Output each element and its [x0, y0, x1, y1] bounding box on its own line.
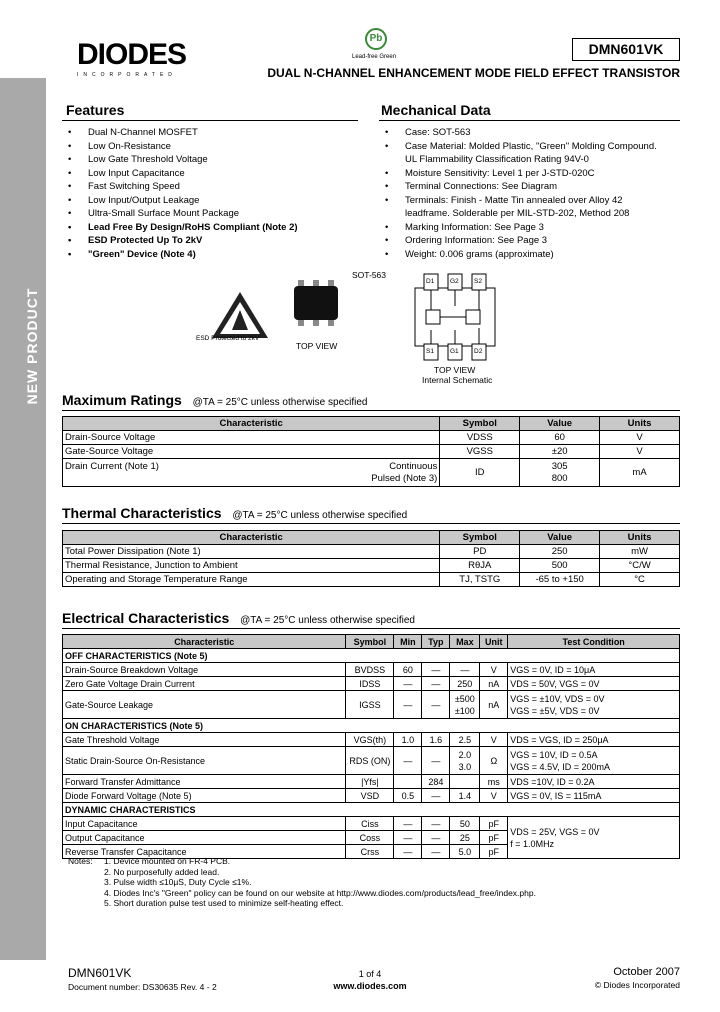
column-header: Symbol [346, 635, 394, 649]
pin-label: D1 [426, 278, 435, 285]
schematic-top-view-label: TOP VIEW [434, 365, 476, 375]
footer-right [540, 966, 680, 992]
document-subtitle: DUAL N-CHANNEL ENHANCEMENT MODE FIELD EFFECT TRANSISTOR [267, 66, 680, 80]
column-header: Characteristic [63, 531, 440, 545]
cell: V [600, 431, 680, 445]
table-row [63, 677, 680, 691]
footer-date: October 2007 [613, 966, 680, 978]
cell: VGS = 0V, IS = 115mA [508, 789, 680, 803]
cell: Ω [480, 747, 508, 775]
package-top-view-label: TOP VIEW [296, 341, 338, 351]
table-row [63, 445, 680, 459]
cell-text: Pulsed (Note 3) [371, 472, 438, 484]
cell: °C/W [600, 559, 680, 573]
diodes-logo: DIODES [77, 38, 187, 71]
table-header-row [63, 417, 680, 431]
lead-free-icon: Pb [365, 28, 387, 50]
column-header: Max [450, 635, 480, 649]
cell: Thermal Resistance, Junction to Ambient [63, 559, 440, 573]
cell: — [450, 663, 480, 677]
cell: V [600, 445, 680, 459]
column-header: Symbol [440, 417, 520, 431]
cell: 50 [450, 817, 480, 831]
note-item: 1. Device mounted on FR-4 PCB. [104, 856, 231, 866]
cell [63, 459, 440, 487]
cell: nA [480, 677, 508, 691]
cell: Gate-Source Voltage [63, 445, 440, 459]
cell: VDS =10V, ID = 0.2A [508, 775, 680, 789]
cell: 250 [450, 677, 480, 691]
cell: — [422, 845, 450, 859]
thermal-divider [62, 523, 680, 524]
feature-item: • Low Gate Threshold Voltage [62, 153, 358, 167]
feature-item: • Dual N-Channel MOSFET [62, 126, 358, 140]
column-header: Min [394, 635, 422, 649]
cell-text: f = 1.0MHz [510, 838, 555, 849]
schematic-caption: Internal Schematic [422, 375, 493, 385]
features-list [62, 126, 358, 261]
cell: 25 [450, 831, 480, 845]
cell: — [422, 831, 450, 845]
cell [508, 691, 680, 719]
thermal-condition: @TA = 25°C unless otherwise specified [232, 510, 408, 521]
cell: 60 [394, 663, 422, 677]
cell: Gate-Source Leakage [63, 691, 346, 719]
cell: 2.5 [450, 733, 480, 747]
cell-text: 305 [551, 460, 568, 472]
cell: IDSS [346, 677, 394, 691]
cell: pF [480, 831, 508, 845]
cell: — [394, 845, 422, 859]
cell-subtext [371, 461, 437, 485]
cell: Ciss [346, 817, 394, 831]
cell: ms [480, 775, 508, 789]
part-number-box: DMN601VK [572, 38, 680, 61]
cell: ID [440, 459, 520, 487]
cell: RθJA [440, 559, 520, 573]
max-ratings-condition: @TA = 25°C unless otherwise specified [192, 397, 368, 408]
mechanical-item: • Marking Information: See Page 3 [379, 221, 669, 235]
cell: — [422, 789, 450, 803]
note-item: 3. Pulse width ≤10μS, Duty Cycle ≤1%. [104, 877, 252, 887]
table-row [63, 459, 680, 487]
cell: Operating and Storage Temperature Range [63, 573, 440, 587]
cell [508, 817, 680, 859]
column-header: Unit [480, 635, 508, 649]
cell: — [422, 663, 450, 677]
cell: — [394, 831, 422, 845]
cell: VDSS [440, 431, 520, 445]
cell [450, 691, 480, 719]
cell: Coss [346, 831, 394, 845]
cell: 1.4 [450, 789, 480, 803]
footer-document-number: Document number: DS30635 Rev. 4 - 2 [68, 982, 217, 992]
cell: V [480, 733, 508, 747]
new-product-sidebar [0, 78, 46, 960]
cell: 500 [520, 559, 600, 573]
cell: ±20 [520, 445, 600, 459]
cell-text: VGS = ±5V, VDS = 0V [510, 705, 600, 716]
page-number: 1 of 4 [358, 969, 382, 979]
feature-item: • Ultra-Small Surface Mount Package [62, 207, 358, 221]
cell: Total Power Dissipation (Note 1) [63, 545, 440, 559]
electrical-divider [62, 628, 680, 629]
cell: — [422, 747, 450, 775]
cell-text: 3.0 [458, 761, 472, 772]
column-header: Typ [422, 635, 450, 649]
thermal-heading [62, 505, 407, 521]
mechanical-title: Mechanical Data [381, 102, 491, 118]
mechanical-list [379, 126, 669, 261]
cell: |Yfs| [346, 775, 394, 789]
website-link[interactable]: www.diodes.com [333, 981, 407, 991]
footer-copyright: © Diodes Incorporated [594, 980, 680, 990]
cell: — [422, 677, 450, 691]
cell: pF [480, 817, 508, 831]
cell: BVDSS [346, 663, 394, 677]
cell: TJ, TSTG [440, 573, 520, 587]
cell-text: VGS = 10V, ID = 0.5A [510, 749, 598, 760]
cell: — [394, 817, 422, 831]
table-row [63, 775, 680, 789]
footer-part-number: DMN601VK [68, 966, 132, 980]
cell: Crss [346, 845, 394, 859]
cell-text: Drain Current (Note 1) [65, 460, 159, 472]
cell: VGS = 0V, ID = 10μA [508, 663, 680, 677]
cell: VDS = 50V, VGS = 0V [508, 677, 680, 691]
table-row [63, 431, 680, 445]
pin-label: S2 [474, 278, 482, 285]
cell: 60 [520, 431, 600, 445]
pin-label: G2 [450, 278, 459, 285]
cell: VSD [346, 789, 394, 803]
cell-text: VGS = 4.5V, ID = 200mA [510, 761, 611, 772]
column-header: Value [520, 417, 600, 431]
column-header: Units [600, 531, 680, 545]
cell: Output Capacitance [63, 831, 346, 845]
cell: PD [440, 545, 520, 559]
cell: — [394, 747, 422, 775]
cell: — [394, 691, 422, 719]
table-row [63, 663, 680, 677]
cell: — [422, 691, 450, 719]
max-ratings-heading [62, 392, 367, 408]
cell-text: ±500 [454, 693, 475, 704]
table-row [63, 789, 680, 803]
mechanical-item: • Ordering Information: See Page 3 [379, 234, 669, 248]
cell: VGSS [440, 445, 520, 459]
pin-label: D2 [474, 348, 483, 355]
cell: 0.5 [394, 789, 422, 803]
cell: pF [480, 845, 508, 859]
cell: V [480, 789, 508, 803]
feature-item: • "Green" Device (Note 4) [62, 248, 358, 262]
group-header-row [63, 803, 680, 817]
footer-center [320, 968, 420, 992]
electrical-heading [62, 610, 415, 626]
table-row [63, 691, 680, 719]
table-header-row [63, 531, 680, 545]
cell: Input Capacitance [63, 817, 346, 831]
note-item: 4. Diodes Inc's "Green" policy can be found on our website at http://www.diodes.com/products/lead_free/index.php. [104, 887, 536, 898]
table-row [63, 747, 680, 775]
cell: — [422, 817, 450, 831]
cell [450, 775, 480, 789]
cell: V [480, 663, 508, 677]
table-row [63, 573, 680, 587]
logo-subtitle: INCORPORATED [77, 72, 177, 78]
group-header: DYNAMIC CHARACTERISTICS [63, 803, 680, 817]
thermal-title: Thermal Characteristics [62, 505, 222, 521]
cell [394, 775, 422, 789]
column-header: Units [600, 417, 680, 431]
mechanical-item: • Case: SOT-563 [379, 126, 669, 140]
electrical-condition: @TA = 25°C unless otherwise specified [240, 615, 415, 626]
feature-item: • Fast Switching Speed [62, 180, 358, 194]
cell: Forward Transfer Admittance [63, 775, 346, 789]
mechanical-item: • Weight: 0.006 grams (approximate) [379, 248, 669, 262]
group-header: OFF CHARACTERISTICS (Note 5) [63, 649, 680, 663]
feature-item: • ESD Protected Up To 2kV [62, 234, 358, 248]
mechanical-item: • Terminals: Finish - Matte Tin annealed over Alloy 42 leadframe. Solderable per MIL-STD-202, Method 208 [379, 194, 669, 221]
mechanical-divider [379, 120, 680, 121]
cell: 1.6 [422, 733, 450, 747]
cell: Gate Threshold Voltage [63, 733, 346, 747]
cell-text: VDS = 25V, VGS = 0V [510, 826, 600, 837]
group-header: ON CHARACTERISTICS (Note 5) [63, 719, 680, 733]
cell [520, 459, 600, 487]
cell: mW [600, 545, 680, 559]
feature-item: • Low Input/Output Leakage [62, 194, 358, 208]
column-header: Characteristic [63, 635, 346, 649]
cell-text: ±100 [454, 705, 475, 716]
notes-section [68, 856, 664, 909]
package-label: SOT-563 [352, 270, 387, 280]
max-ratings-divider [62, 410, 680, 411]
cell: VGS(th) [346, 733, 394, 747]
notes-list [104, 856, 664, 909]
cell: -65 to +150 [520, 573, 600, 587]
cell: °C [600, 573, 680, 587]
cell-text: VGS = ±10V, VDS = 0V [510, 693, 605, 704]
notes-label: Notes: [68, 856, 93, 866]
column-header: Symbol [440, 531, 520, 545]
max-ratings-table [62, 416, 680, 487]
table-row [63, 545, 680, 559]
cell [508, 747, 680, 775]
pin-label: S1 [426, 348, 434, 355]
feature-item: • Low On-Resistance [62, 140, 358, 154]
sot563-package-icon [286, 280, 346, 326]
column-header: Test Condition [508, 635, 680, 649]
electrical-title: Electrical Characteristics [62, 610, 230, 626]
mechanical-item: • Case Material: Molded Plastic, "Green" Molding Compound. UL Flammability Classification Rating 94V-0 [379, 140, 669, 167]
cell: nA [480, 691, 508, 719]
cell: Diode Forward Voltage (Note 5) [63, 789, 346, 803]
esd-caption: ESD Protected to 2kV [196, 335, 260, 342]
cell: Reverse Transfer Capacitance [63, 845, 346, 859]
cell: Static Drain-Source On-Resistance [63, 747, 346, 775]
cell: Drain-Source Breakdown Voltage [63, 663, 346, 677]
mechanical-item: • Terminal Connections: See Diagram [379, 180, 669, 194]
cell: Zero Gate Voltage Drain Current [63, 677, 346, 691]
features-title: Features [66, 102, 125, 118]
cell: — [394, 677, 422, 691]
cell [450, 747, 480, 775]
group-header-row [63, 719, 680, 733]
cell: Drain-Source Voltage [63, 431, 440, 445]
cell-text: 2.0 [458, 749, 472, 760]
thermal-table [62, 530, 680, 587]
table-header-row [63, 635, 680, 649]
mechanical-item: • Moisture Sensitivity: Level 1 per J-STD-020C [379, 167, 669, 181]
pin-label: G1 [450, 348, 459, 355]
cell-text: 800 [551, 472, 568, 484]
cell: 250 [520, 545, 600, 559]
cell-text: Continuous [389, 460, 438, 472]
feature-item: • Lead Free By Design/RoHS Compliant (Note 2) [62, 221, 358, 235]
column-header: Value [520, 531, 600, 545]
cell: VDS = VGS, ID = 250μA [508, 733, 680, 747]
table-row [63, 559, 680, 573]
features-divider [62, 120, 358, 121]
note-item: 2. No purposefully added lead. [104, 866, 220, 877]
cell: mA [600, 459, 680, 487]
table-row [63, 817, 680, 831]
cell: IGSS [346, 691, 394, 719]
column-header: Characteristic [63, 417, 440, 431]
lead-free-label: Lead-free Green [352, 54, 397, 60]
sidebar-label: NEW PRODUCT [24, 287, 40, 405]
note-item: 5. Short duration pulse test used to minimize self-heating effect. [104, 898, 344, 908]
max-ratings-title: Maximum Ratings [62, 392, 182, 408]
cell: 1.0 [394, 733, 422, 747]
cell: RDS (ON) [346, 747, 394, 775]
cell: 5.0 [450, 845, 480, 859]
esd-warning-icon [210, 290, 270, 340]
electrical-table [62, 634, 680, 859]
table-row [63, 733, 680, 747]
feature-item: • Low Input Capacitance [62, 167, 358, 181]
group-header-row [63, 649, 680, 663]
cell: 284 [422, 775, 450, 789]
